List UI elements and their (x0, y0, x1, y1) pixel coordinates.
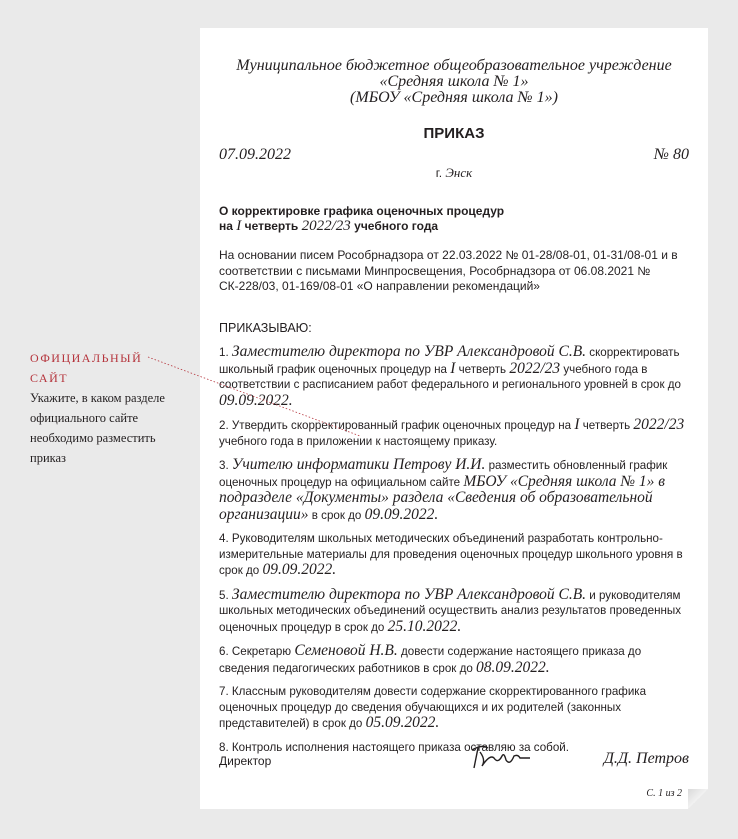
side-note-title: ОФИЦИАЛЬНЫЙ САЙТ (30, 351, 143, 385)
order-item-3: 3. Учителю информатики Петрову И.И. разместить обновленный график оценочных процедур на официальном сайте МБОУ «Средняя школа № 1» в подразделе «Документы» раздела «Сведения об образовательной организации» в срок до 09.09.2022. (219, 456, 668, 523)
order-item-8: 8. Контроль исполнения настоящего приказа оставляю за собой. (219, 740, 569, 754)
page-number: С. 1 из 2 (646, 788, 682, 799)
order-basis: На основании писем Рособрнадзора от 22.03.2022 № 01-28/08-01, 01-31/08-01 и в соответствии с письмами Минпросвещения, Рособрнадзора от 06.08.2021 № СК-228/03, 01-169/08-01 «О направлении рекомендаций» (219, 248, 678, 293)
document-city: г. Энск (435, 165, 473, 180)
order-item-5: 5. Заместителю директора по УВР Александровой С.В. и руководителям школьных методических объединений осуществить анализ результатов проведенных оценочных процедур в срок до 25.10.2022. (219, 585, 682, 635)
director-position: Директор (219, 754, 272, 768)
order-item-6: 6. Секретарю Семеновой Н.В. довести содержание настоящего приказа до сведения педагогических работников в срок до 08.09.2022. (219, 642, 642, 676)
order-subject: О корректировке графика оценочных процедур на I четверть 2022/23 учебного года (219, 204, 505, 234)
order-word: ПРИКАЗЫВАЮ: (219, 321, 312, 335)
document-number: № 80 (653, 146, 689, 163)
order-item-2: 2. Утвердить скорректированный график оценочных процедур на I четверть 2022/23 учебного года в приложении к настоящему приказу. (219, 416, 685, 448)
side-note-text: Укажите, в каком разделе официального сайте необходимо разместить приказ (30, 391, 165, 465)
order-item-4: 4. Руководителям школьных методических объединений разработать контрольно-измерительные материалы для проведения оценочных процедур школьного уровня в срок до 09.09.2022. (219, 532, 683, 578)
order-item-1: 1. Заместителю директора по УВР Александровой С.В. скорректировать школьный график оценочных процедур на I четверть 2022/23 учебного года в соответствии с расписанием работ федерального и регионального уровней в срок до 09.09.2022. (219, 343, 681, 409)
side-note (30, 348, 182, 468)
director-name: Д.Д. Петров (603, 750, 689, 767)
document-title: ПРИКАЗ (423, 125, 485, 142)
order-item-7: 7. Классным руководителям довести содержание скорректированного графика оценочных процедур до сведения обучающихся и их родителей (законных представителей) в срок до 05.09.2022. (219, 685, 647, 731)
document-date: 07.09.2022 (219, 146, 291, 163)
organization-name: Муниципальное бюджетное общеобразовательное учреждение «Средняя школа № 1» (МБОУ «Средняя школа № 1») (236, 57, 672, 106)
